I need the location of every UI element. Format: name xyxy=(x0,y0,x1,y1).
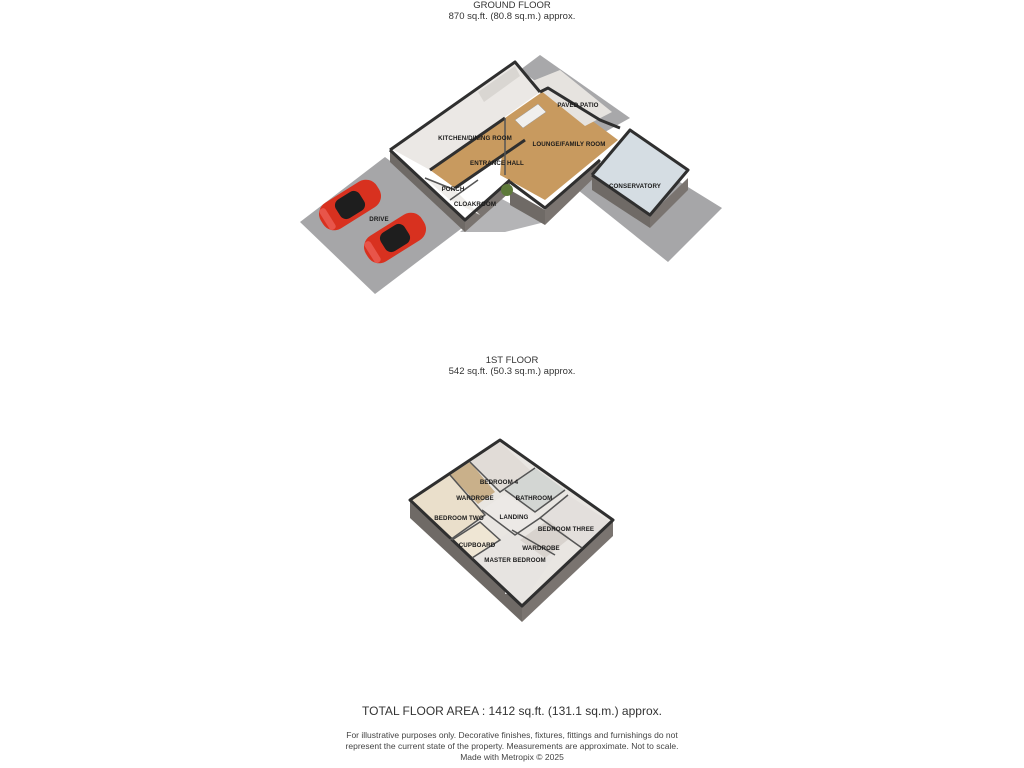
first-floor-plan xyxy=(0,420,1024,630)
bedroom-4-label: BEDROOM 4 xyxy=(479,479,519,486)
master-bedroom-label: MASTER BEDROOM xyxy=(484,557,546,564)
bedroom-three-label: BEDROOM THREE xyxy=(537,526,595,533)
ground-floor-heading xyxy=(0,0,1024,22)
ground-floor-plan xyxy=(0,40,1024,300)
landing-label: LANDING xyxy=(499,514,529,521)
entrance-hall-label: ENTRANCE HALL xyxy=(470,160,524,167)
conservatory-label: CONSERVATORY xyxy=(608,183,662,190)
bedroom-two-label: BEDROOM TWO xyxy=(434,515,484,522)
disclaimer-line-3: Made with Metropix © 2025 xyxy=(460,752,564,762)
disclaimer-line-1: For illustrative purposes only. Decorative finishes, fixtures, fittings and furnishings do not xyxy=(346,730,678,740)
kitchen-label: KITCHEN/DINING ROOM xyxy=(438,135,512,142)
wardrobe-2-label: WARDROBE xyxy=(522,545,560,552)
first-floor-heading xyxy=(0,355,1024,377)
disclaimer-line-2: represent the current state of the property. Measurements are approximate. Not to scale. xyxy=(345,741,679,751)
disclaimer xyxy=(0,730,1024,763)
drive-label: DRIVE xyxy=(369,216,389,223)
first-floor-title: 1ST FLOOR xyxy=(485,355,539,366)
porch-label: PORCH xyxy=(441,186,465,193)
cupboard-label: CUPBOARD xyxy=(458,542,496,549)
lounge-label: LOUNGE/FAMILY ROOM xyxy=(532,141,606,148)
ground-floor-title: GROUND FLOOR xyxy=(473,0,551,11)
bathroom-label: BATHROOM xyxy=(515,495,553,502)
first-floor-area: 542 sq.ft. (50.3 sq.m.) approx. xyxy=(448,366,576,377)
total-floor-area: TOTAL FLOOR AREA : 1412 sq.ft. (131.1 sq.m.) approx. xyxy=(362,704,662,718)
plant-icon xyxy=(501,184,513,196)
paved-patio-label: PAVED PATIO xyxy=(557,102,599,109)
cloakroom-label: CLOAKROOM xyxy=(453,201,497,208)
wardrobe-label: WARDROBE xyxy=(456,495,494,502)
ground-floor-area: 870 sq.ft. (80.8 sq.m.) approx. xyxy=(448,11,576,22)
